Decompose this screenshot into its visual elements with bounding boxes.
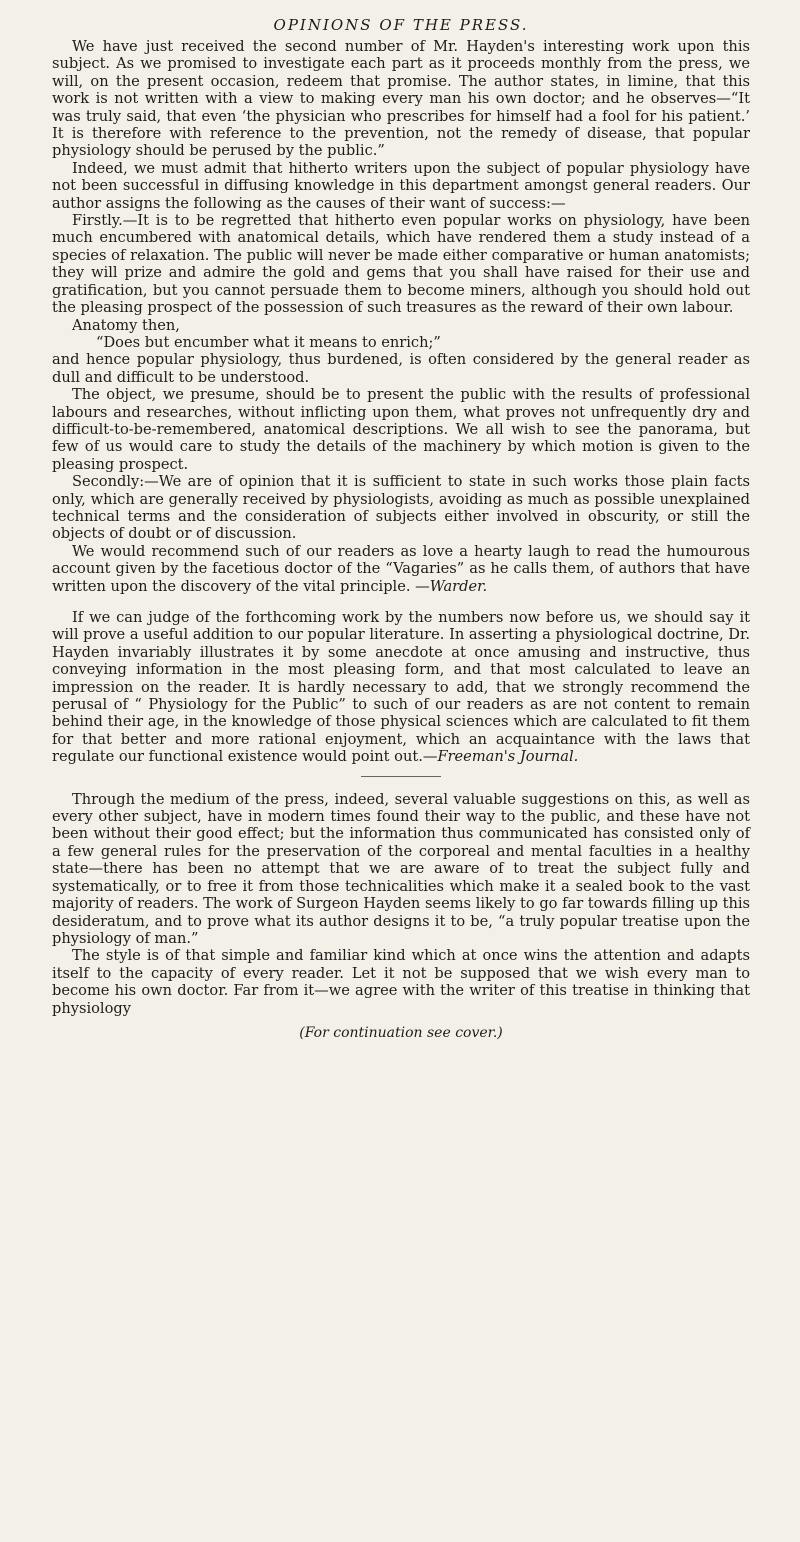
review-warder [52, 38, 750, 595]
paragraph: Through the medium of the press, indeed, several valuable suggestions on this, as well as every other subject, have in modern times found their way to the public, and these have not been without their good effect; but the information thus communicated has consisted only of a few general rules for the preservation of the corporeal and mental faculties in a healthy state—there has been no attempt that we are aware of to treat the subject fully and systematically, or to free it from those technicalities which make it a sealed book to the vast majority of readers. The work of Surgeon Hayden seems likely to go far towards filling up this desideratum, and to prove what its author designs it to be, “a truly popular treatise upon the physiology of man.” [52, 790, 751, 947]
paragraph: Anatomy then, [72, 316, 180, 334]
source-name: Warder. [429, 577, 488, 595]
paragraph: Firstly.—It is to be regretted that hitherto even popular works on physiology, have been much encumbered with anatomical details, which have rendered them a study instead of a species of relaxation. The public will never be made either comparative or human anatomists; they will prize and admire the gold and gems that you shall have raised for their use and gratification, but you cannot persuade them to become miners, although you should hold out the pleasing prospect of the possession of such treasures as the reward of their own labour. [52, 212, 750, 317]
review-freemans-journal [52, 609, 750, 766]
paragraph: Secondly:—We are of opinion that it is sufficient to state in such works those plain facts only, which are generally received by physiologists, avoiding as much as possible unexplained technical terms and the consideration of subjects either involved in obscurity, or still the objects of doubt or of discussion. [52, 473, 750, 543]
quotation: “Does but encumber what it means to enrich;” [96, 333, 441, 351]
continuation-note: (For continuation see cover.) [299, 1024, 503, 1041]
page-header: OPINIONS OF THE PRESS. [273, 16, 529, 34]
review-three [52, 791, 750, 1017]
section-divider [361, 776, 441, 777]
spacer [52, 595, 750, 609]
paragraph: The object, we presume, should be to present the public with the results of professional labours and researches, without inflicting upon them, what proves not unfrequently dry and difficult-to-be-remembered, anatomical descriptions. We all wish to see the panorama, but few of us would care to study the details of the machinery by which motion is given to the pleasing prospect. [52, 386, 750, 473]
paragraph-text: If we can judge of the forthcoming work by the numbers now before us, we should say it will prove a useful addition to our popular literature. In asserting a physiological doctrine, Dr. Hayden invariably illustrates it by some anecdote at once amusing and instructive, thus conveying information in the most pleasing form, and that most calculated to leave an impression on the reader. It is hardly necessary to add, that we strongly recommend the perusal of “ Physiology for the Public” to such of our readers as are not content to remain behind their age, in the knowledge of those physical sciences which are calculated to fit them for that better and more rational enjoyment, which an acquaintance with the laws that regulate our functional existence would point out.— [52, 609, 750, 766]
paragraph [52, 543, 750, 595]
paragraph: Indeed, we must admit that hitherto writers upon the subject of popular physiology have not been successful in diffusing knowledge in this department amongst general readers. Our author assigns the following as the causes of their want of success:— [52, 159, 750, 212]
paragraph [52, 609, 750, 766]
paragraph-text: We would recommend such of our readers as love a hearty laugh to read the humourous account given by the facetious doctor of the “Vagaries” as he calls them, of authors that have written upon the discovery of the vital principle. — [52, 542, 750, 595]
paragraph: The style is of that simple and familiar kind which at once wins the attention and adapts itself to the capacity of every reader. Let it not be supposed that we wish every man to become his own doctor. Far from it—we agree with the writer of this treatise in thinking that physiology [52, 947, 750, 1017]
paragraph: We have just received the second number of Mr. Hayden's interesting work upon this subject. As we promised to investigate each part as it proceeds monthly from the press, we will, on the present occasion, redeem that promise. The author states, in limine, that this work is not written with a view to making every man his own doctor; and he observes—“It was truly said, that even ‘the physician who prescribes for himself had a fool for his patient.’ It is therefore with reference to the prevention, not the remedy of disease, that popular physiology should be perused by the public.” [52, 38, 750, 160]
source-name: Freeman's Journal. [437, 748, 579, 766]
paragraph: and hence popular physiology, thus burdened, is often considered by the general reader as dull and difficult to be understood. [52, 351, 750, 386]
